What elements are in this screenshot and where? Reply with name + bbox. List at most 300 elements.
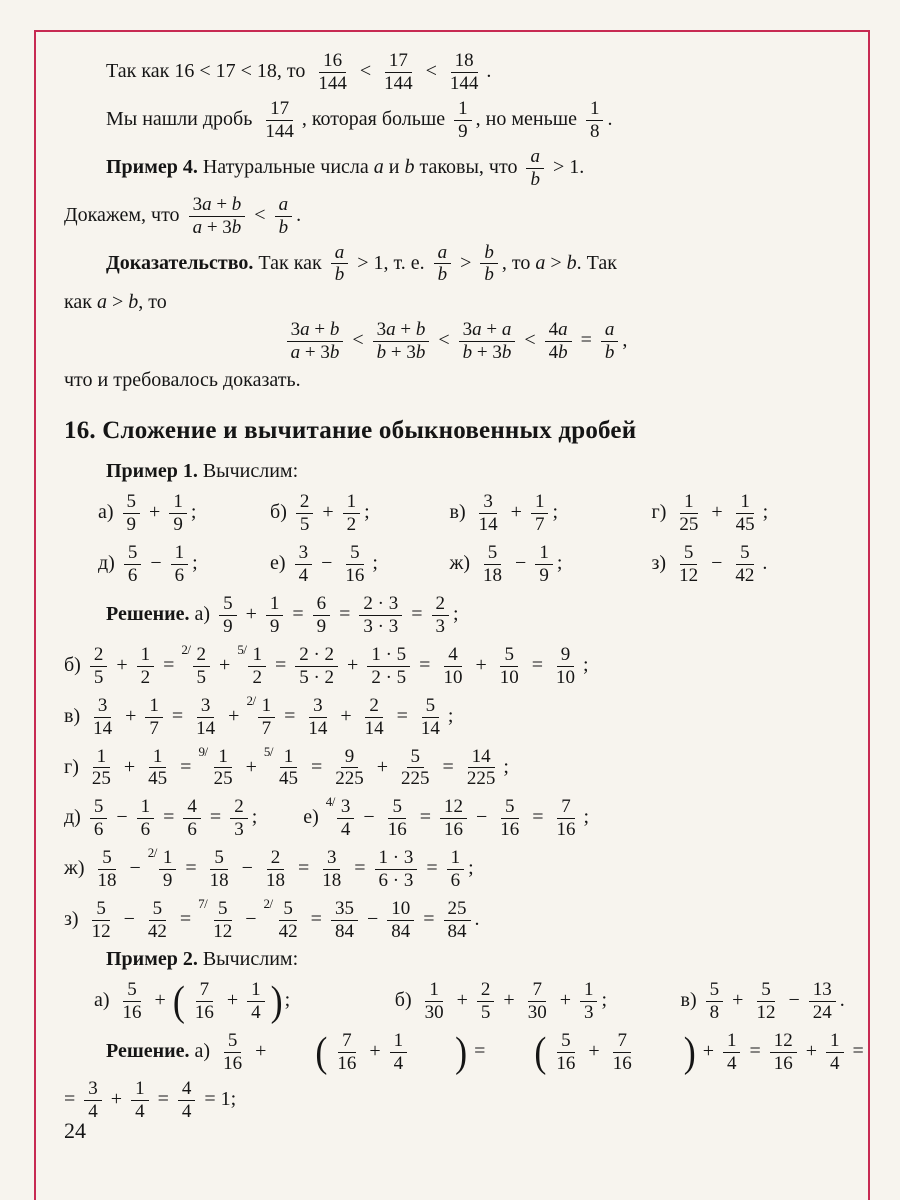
denominator: 9 xyxy=(223,615,233,637)
text: = xyxy=(174,908,197,931)
text: б) xyxy=(394,988,417,1011)
denominator: 5 · 2 xyxy=(299,666,335,688)
denominator: 12 xyxy=(756,1001,776,1023)
denominator: 7 xyxy=(149,717,159,739)
text: + xyxy=(706,501,728,524)
fraction xyxy=(440,797,467,840)
numerator: 5 xyxy=(388,797,406,819)
fraction xyxy=(732,492,759,535)
numerator: 4 xyxy=(444,645,462,667)
denominator: 25 xyxy=(91,768,111,790)
numerator: 3a + b xyxy=(287,320,344,342)
fraction xyxy=(210,747,237,790)
page-content xyxy=(64,46,864,1127)
proof-line-1 xyxy=(64,243,846,286)
denominator: b xyxy=(604,342,615,364)
numerator: 5 xyxy=(346,543,364,565)
column-cell xyxy=(94,977,395,1025)
denominator: 10 xyxy=(556,666,575,688)
denominator: 4 xyxy=(181,1100,192,1122)
denominator: 5 xyxy=(93,666,104,688)
text: = xyxy=(64,1087,81,1110)
numerator: 4a xyxy=(545,320,572,342)
fraction xyxy=(169,492,187,535)
fraction xyxy=(531,492,549,535)
text: = xyxy=(204,806,227,829)
denominator: 84 xyxy=(391,921,411,942)
parenthesis: ( xyxy=(172,977,185,1025)
text: + xyxy=(120,704,142,727)
text: , xyxy=(622,329,628,352)
text: з) xyxy=(64,908,84,931)
fraction xyxy=(84,1079,102,1122)
numerator: 1 · 3 xyxy=(375,848,418,870)
numerator: 2 xyxy=(267,848,285,870)
fraction xyxy=(219,1031,246,1074)
denominator: 6 xyxy=(187,819,197,841)
fraction xyxy=(304,696,331,739)
numerator: 5 xyxy=(706,980,724,1002)
denominator: 3 xyxy=(435,615,446,637)
text: + xyxy=(149,988,171,1011)
text: ; xyxy=(364,501,370,524)
text: = xyxy=(334,603,356,626)
fraction xyxy=(331,747,368,790)
numerator: 1 xyxy=(214,747,232,769)
fraction xyxy=(137,797,155,840)
numerator: b xyxy=(480,243,498,265)
denominator: 7 xyxy=(534,514,545,536)
fraction xyxy=(390,1031,408,1074)
numerator: 5 xyxy=(210,848,228,870)
fraction xyxy=(380,51,417,94)
text: − xyxy=(111,806,133,829)
text: = 1; xyxy=(199,1087,237,1110)
denominator: 4 xyxy=(340,819,351,841)
text: , то a > b. Так xyxy=(501,251,617,274)
numerator: 2 · 3 xyxy=(359,594,402,616)
text: Вычислим: xyxy=(197,460,299,483)
numerator: 1 xyxy=(149,747,167,769)
fraction xyxy=(123,492,141,535)
text: = xyxy=(527,806,549,829)
text: а) xyxy=(189,603,216,626)
fraction xyxy=(809,980,836,1023)
text: − xyxy=(783,988,805,1011)
text: + xyxy=(250,1039,272,1062)
text: + xyxy=(364,1039,386,1062)
text: = xyxy=(418,908,440,931)
numerator: 7 xyxy=(528,980,546,1002)
column-cell xyxy=(270,492,450,535)
fraction xyxy=(384,797,411,840)
solution-z xyxy=(64,896,846,942)
text: . xyxy=(762,552,768,575)
numerator: 4 xyxy=(183,797,201,819)
numerator: a xyxy=(331,243,349,265)
text: . xyxy=(296,203,302,226)
numerator: 2 xyxy=(477,980,495,1002)
numerator: 7 xyxy=(613,1031,631,1053)
numerator: 7 xyxy=(557,797,575,819)
text: ; xyxy=(762,501,769,524)
text: д) xyxy=(98,552,120,575)
fraction xyxy=(454,99,472,142)
fraction xyxy=(119,980,146,1023)
denominator: 4 xyxy=(830,1052,840,1074)
denominator: 84 xyxy=(334,921,354,942)
fraction xyxy=(331,243,349,286)
numerator: 12 xyxy=(770,1031,797,1053)
text: ; xyxy=(284,988,291,1011)
example-2-solution-1 xyxy=(64,1028,864,1076)
text: . xyxy=(486,60,492,83)
fraction xyxy=(609,1031,636,1074)
fraction xyxy=(675,543,702,586)
fraction xyxy=(248,645,266,688)
text: + xyxy=(371,755,394,778)
text: = xyxy=(526,653,548,676)
text: = xyxy=(391,704,413,727)
example-1-row-1 xyxy=(64,492,846,535)
fraction xyxy=(89,696,116,739)
text: ж) xyxy=(64,857,90,880)
fraction xyxy=(275,747,302,790)
denominator: 16 xyxy=(443,819,463,841)
fraction xyxy=(137,645,155,688)
fraction xyxy=(93,848,120,891)
text: = xyxy=(166,704,189,727)
numerator: 5 xyxy=(757,980,775,1002)
text: ; xyxy=(372,552,378,575)
fraction xyxy=(475,492,502,535)
fraction xyxy=(397,747,434,790)
text: + xyxy=(317,501,339,524)
denominator: 16 xyxy=(345,565,365,587)
numerator: 5 xyxy=(90,797,108,819)
text: = xyxy=(414,653,436,676)
fraction xyxy=(552,1031,579,1074)
numerator: 1 xyxy=(137,645,155,667)
text: = xyxy=(421,857,443,880)
fraction xyxy=(275,195,293,238)
column-cell xyxy=(450,492,652,535)
column-cell xyxy=(98,543,270,586)
numerator: 5 xyxy=(92,899,110,921)
text: ; xyxy=(447,704,454,727)
denominator: 9 xyxy=(316,615,327,637)
numerator: 2 xyxy=(296,492,314,514)
denominator: 18 xyxy=(265,870,285,892)
numerator: 1 xyxy=(723,1031,741,1053)
denominator: 42 xyxy=(278,921,298,942)
text: ; xyxy=(556,552,563,575)
fraction xyxy=(90,645,108,688)
numerator: 25 xyxy=(444,899,471,921)
fraction xyxy=(432,594,450,637)
denominator: 5 xyxy=(299,514,310,536)
denominator: 144 xyxy=(449,72,479,94)
text: = xyxy=(175,755,197,778)
text: что и требовалось доказать. xyxy=(64,369,301,392)
numerator: 1 xyxy=(425,980,443,1002)
text: − xyxy=(118,908,140,931)
numerator: 1 xyxy=(93,747,111,769)
text: + xyxy=(240,603,262,626)
multiplier-superscript: 2/ xyxy=(263,896,273,912)
numerator: 1 xyxy=(390,1031,408,1053)
numerator: 1 xyxy=(266,594,284,616)
numerator: 5 xyxy=(219,594,237,616)
numerator: 5 xyxy=(149,899,167,921)
column-cell xyxy=(395,980,681,1023)
numerator: 2 · 2 xyxy=(295,645,338,667)
bold-label: Решение. xyxy=(106,603,190,626)
denominator: 18 xyxy=(97,870,117,892)
numerator: 9 xyxy=(557,645,575,667)
text: − xyxy=(316,552,338,575)
fraction xyxy=(477,980,495,1023)
fraction xyxy=(183,797,201,840)
multiplier-superscript: 2/ xyxy=(246,692,256,708)
denominator: 4 xyxy=(726,1052,737,1074)
numerator: a xyxy=(434,243,452,265)
denominator: 16 xyxy=(556,819,576,841)
proof-chain xyxy=(64,320,846,363)
denominator: b xyxy=(334,264,345,286)
denominator: 144 xyxy=(318,72,347,94)
denominator: 4 xyxy=(251,1001,261,1023)
denominator: 9 xyxy=(269,615,280,637)
bold-label: Доказательство. xyxy=(106,251,254,274)
denominator: 2 xyxy=(252,666,262,688)
proof-line-2 xyxy=(64,290,846,315)
fraction xyxy=(361,696,388,739)
text: + xyxy=(240,755,262,778)
numerator: 3 xyxy=(323,848,341,870)
text: > xyxy=(455,251,477,274)
text: − xyxy=(470,806,493,829)
denominator: 225 xyxy=(335,768,364,790)
numerator: 7 xyxy=(338,1031,356,1053)
fraction xyxy=(675,492,702,535)
text: = xyxy=(152,1087,174,1110)
intro-line-2 xyxy=(64,99,846,142)
denominator: b xyxy=(530,168,540,190)
text: − xyxy=(510,552,532,575)
text: + xyxy=(105,1087,128,1110)
numerator: 2 xyxy=(230,797,248,819)
denominator: 30 xyxy=(424,1001,444,1023)
text: + xyxy=(498,988,520,1011)
numerator: 1 xyxy=(580,980,598,1002)
numerator: 5 xyxy=(214,899,232,921)
text: < xyxy=(354,60,377,83)
text: Мы нашли дробь xyxy=(106,107,258,130)
fraction xyxy=(552,645,579,688)
numerator: 3 xyxy=(84,1079,102,1101)
denominator: 10 xyxy=(499,666,519,688)
text: ; xyxy=(190,501,197,524)
text: ; xyxy=(453,603,459,626)
text: Докажем, что xyxy=(64,203,185,226)
fraction xyxy=(447,848,465,891)
fraction xyxy=(124,543,142,586)
fraction xyxy=(90,797,108,840)
text: = xyxy=(469,1039,491,1062)
bold-label: Решение. xyxy=(106,1039,190,1062)
numerator: 5 xyxy=(501,797,519,819)
denominator: 14 xyxy=(478,514,498,536)
text: − xyxy=(361,908,384,931)
numerator: 1 xyxy=(447,848,465,870)
fraction xyxy=(479,543,506,586)
denominator: 9 xyxy=(162,870,173,892)
solution-d-e xyxy=(64,794,846,840)
denominator: 6 · 3 xyxy=(378,870,414,892)
numerator: 17 xyxy=(385,51,412,73)
numerator: 12 xyxy=(440,797,467,819)
text: − xyxy=(706,552,728,575)
fraction xyxy=(258,696,276,739)
multiplier-superscript: 9/ xyxy=(198,743,208,759)
fraction xyxy=(480,243,498,286)
numerator: 2 xyxy=(365,696,383,718)
fraction xyxy=(359,594,402,637)
column-cell xyxy=(652,543,846,586)
fraction xyxy=(580,980,598,1023)
text: в) xyxy=(64,704,86,727)
text: − xyxy=(240,908,262,931)
denominator: 18 xyxy=(483,565,503,587)
numerator: 7 xyxy=(196,980,214,1002)
fraction xyxy=(444,899,471,942)
numerator: 1 xyxy=(248,645,266,667)
numerator: 5 xyxy=(736,543,754,565)
fraction xyxy=(434,243,452,286)
text: в) xyxy=(449,501,471,524)
denominator: 45 xyxy=(148,768,168,790)
fraction xyxy=(706,980,724,1023)
text: . xyxy=(474,908,480,931)
denominator: b xyxy=(278,216,289,238)
text: = xyxy=(287,603,309,626)
text: в) xyxy=(680,988,702,1011)
text: + xyxy=(727,988,749,1011)
text: < xyxy=(433,329,455,352)
fraction xyxy=(417,696,444,739)
text: Вычислим: xyxy=(197,947,299,970)
fraction xyxy=(337,797,355,840)
text: + xyxy=(554,988,576,1011)
denominator: 42 xyxy=(735,565,755,587)
fraction xyxy=(343,492,361,535)
fraction xyxy=(266,594,284,637)
numerator: 1 xyxy=(171,543,189,565)
parenthesis: ) xyxy=(270,977,283,1025)
numerator: 3 xyxy=(309,696,327,718)
text: , которая больше xyxy=(301,107,451,130)
text: = xyxy=(180,857,202,880)
text: = xyxy=(158,653,180,676)
bold-label: Пример 4. xyxy=(106,155,198,178)
fraction xyxy=(193,645,211,688)
text: Так как xyxy=(253,251,327,274)
denominator: 9 xyxy=(126,514,137,536)
text: а) xyxy=(98,501,119,524)
fraction xyxy=(367,645,410,688)
text: . xyxy=(607,107,613,130)
multiplier-superscript: 7/ xyxy=(198,896,208,912)
denominator: 16 xyxy=(122,1001,142,1023)
denominator: 8 xyxy=(589,120,600,142)
fraction xyxy=(375,848,418,891)
text: = xyxy=(406,603,428,626)
text: ; xyxy=(192,552,198,575)
numerator: 6 xyxy=(313,594,331,616)
parenthesis: ( xyxy=(534,1028,547,1076)
fraction xyxy=(296,492,314,535)
text: + xyxy=(223,704,245,727)
fraction xyxy=(333,1031,360,1074)
fraction xyxy=(318,848,345,891)
numerator: 1 xyxy=(258,696,276,718)
text: ; xyxy=(251,806,258,829)
denominator: 5 xyxy=(196,666,207,688)
text: − xyxy=(358,806,380,829)
text: ; xyxy=(552,501,558,524)
text: = xyxy=(269,653,292,676)
denominator: 225 xyxy=(466,768,496,790)
fraction xyxy=(261,99,298,142)
numerator: 1 xyxy=(159,848,177,870)
numerator: 35 xyxy=(331,899,358,921)
fraction xyxy=(192,696,219,739)
fraction xyxy=(535,543,553,586)
fraction xyxy=(341,543,368,586)
numerator: 17 xyxy=(266,99,293,121)
numerator: 1 xyxy=(343,492,361,514)
fraction xyxy=(159,848,177,891)
text: ; xyxy=(583,806,590,829)
denominator: b + 3b xyxy=(376,342,426,364)
text: ; xyxy=(468,857,474,880)
text: > 1. xyxy=(547,155,585,178)
fraction xyxy=(387,899,414,942)
numerator: 1 xyxy=(826,1031,844,1053)
numerator: 1 xyxy=(535,543,553,565)
numerator: a xyxy=(526,147,544,169)
numerator: 5 xyxy=(224,1031,242,1053)
denominator: 225 xyxy=(401,768,430,790)
denominator: 14 xyxy=(420,717,440,739)
numerator: 5 xyxy=(500,645,518,667)
solution-a xyxy=(64,594,846,637)
denominator: 42 xyxy=(147,921,167,942)
fraction xyxy=(439,645,466,688)
denominator: 16 xyxy=(223,1052,243,1074)
fraction xyxy=(723,1031,741,1074)
multiplier-superscript: 5/ xyxy=(237,641,247,657)
example-2-label xyxy=(64,947,846,972)
numerator: 9 xyxy=(341,747,359,769)
multiplier-superscript: 5/ xyxy=(263,743,273,759)
denominator: 6 xyxy=(450,870,461,892)
multiplier-superscript: 2/ xyxy=(181,641,191,657)
column-cell xyxy=(681,980,846,1023)
denominator: 4 xyxy=(135,1100,145,1122)
text: + xyxy=(470,653,492,676)
